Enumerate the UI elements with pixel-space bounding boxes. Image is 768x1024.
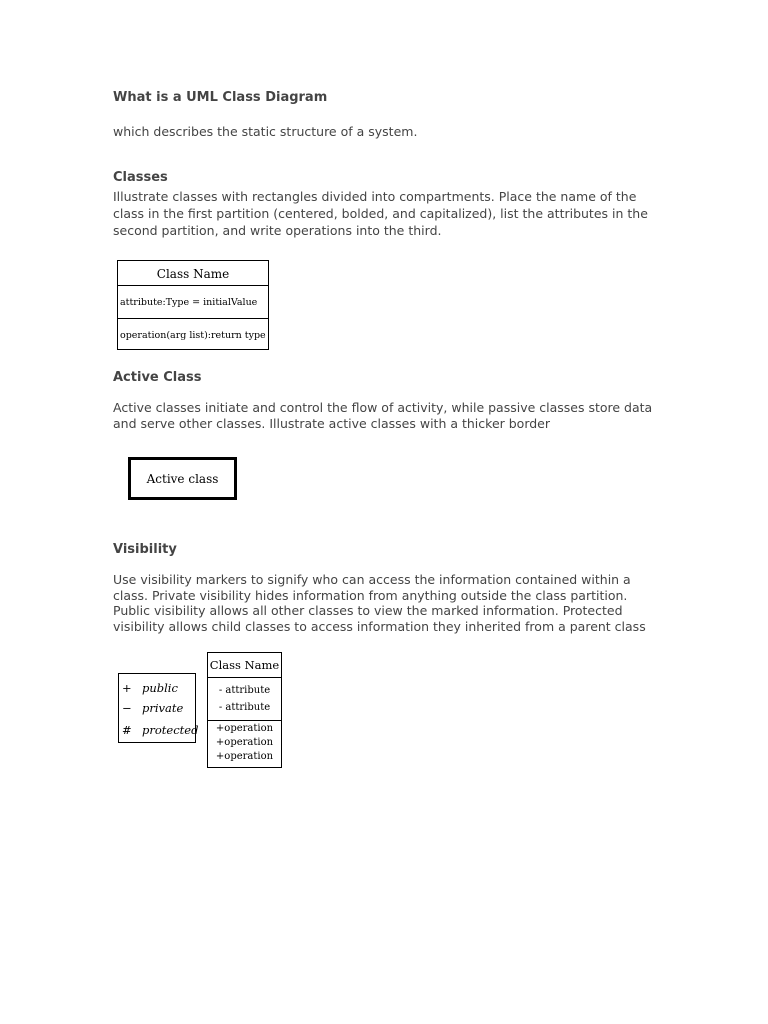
page-title: What is a UML Class Diagram <box>113 90 328 105</box>
active-class-description <box>113 400 652 431</box>
legend-row-protected <box>122 723 198 737</box>
vis-operation: +operation <box>215 723 274 734</box>
classes-description <box>113 188 648 239</box>
class-divider <box>118 285 268 286</box>
visibility-class-box <box>207 652 282 768</box>
legend-label: private <box>142 701 184 715</box>
class-attribute-label: attribute:Type = initialValue <box>120 297 258 308</box>
active-class-heading: Active Class <box>113 370 202 385</box>
active-line: Active classes initiate and control the flow of activity, while passive classes store data <box>113 400 653 415</box>
vis-operation: +operation <box>215 751 274 762</box>
visibility-line: Public visibility allows all other classes to view the marked information. Protected <box>113 603 623 618</box>
legend-symbol: − <box>122 701 132 715</box>
legend-label: public <box>142 681 178 695</box>
visibility-line: class. Private visibility hides information from anything outside the class partition. <box>113 587 628 603</box>
classes-line: class in the first partition (centered, bolded, and capitalized), list the attributes in the <box>113 206 648 221</box>
intro-text: which describes the static structure of a system. <box>113 124 418 139</box>
vis-divider <box>208 677 281 678</box>
class-diagram <box>117 260 269 350</box>
vis-attribute: - attribute <box>218 702 271 713</box>
class-operation-label: operation(arg list):return type <box>120 330 266 341</box>
vis-class-name: Class Name <box>209 658 280 672</box>
legend-row-private <box>122 701 183 715</box>
vis-operation: +operation <box>215 737 274 748</box>
legend-symbol: # <box>122 723 132 737</box>
legend-label: protected <box>142 723 199 737</box>
active-class-label: Active class <box>146 471 219 486</box>
class-divider <box>118 318 268 319</box>
active-class-box <box>128 457 237 500</box>
vis-divider <box>208 720 281 721</box>
active-line: and serve other classes. Illustrate active classes with a thicker border <box>113 415 551 431</box>
visibility-legend <box>118 673 199 743</box>
visibility-line: visibility allows child classes to access information they inherited from a parent class <box>113 618 646 634</box>
classes-line: Illustrate classes with rectangles divided into compartments. Place the name of the <box>113 189 637 204</box>
classes-heading: Classes <box>113 170 168 185</box>
visibility-heading: Visibility <box>113 542 177 557</box>
classes-line: second partition, and write operations into the third. <box>113 223 442 238</box>
legend-row-public <box>122 681 178 695</box>
vis-attribute: - attribute <box>218 685 271 696</box>
legend-symbol: + <box>122 681 132 695</box>
class-name-label: Class Name <box>156 267 230 281</box>
visibility-line: Use visibility markers to signify who can access the information contained within a <box>113 572 631 587</box>
visibility-description <box>113 572 646 634</box>
